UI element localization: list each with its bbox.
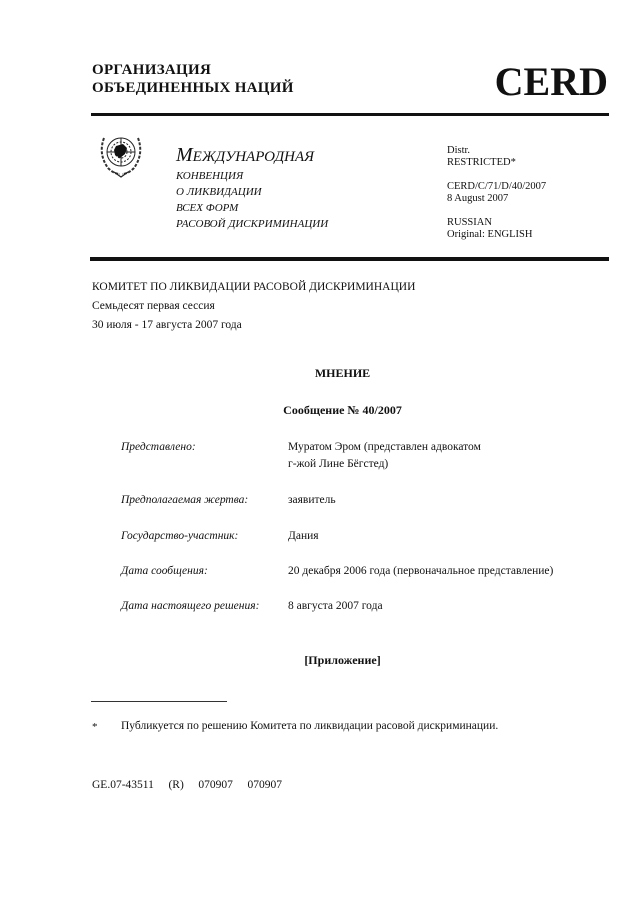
field-label-submitted-by: Представлено:	[121, 441, 196, 453]
org-line-2: ОБЪЕДИНЕННЫХ НАЦИЙ	[92, 80, 294, 96]
restriction-label: RESTRICTED*	[447, 157, 516, 168]
committee-block	[92, 278, 415, 335]
page-title: МНЕНИЕ	[314, 366, 371, 380]
field-label-communication-date: Дата сообщения:	[121, 565, 208, 577]
header-rule	[91, 113, 609, 116]
field-value-alleged-victim: заявитель	[288, 494, 336, 506]
document-metadata	[447, 145, 546, 241]
session-name: Семьдесят первая сессия	[92, 300, 215, 312]
annex-label: [Приложение]	[304, 653, 381, 667]
session-dates: 30 июля - 17 августа 2007 года	[92, 319, 242, 331]
organization-name	[92, 61, 294, 97]
convention-line-3: О ЛИКВИДАЦИИ	[176, 186, 262, 198]
footnote-marker: *	[92, 721, 98, 733]
convention-title	[176, 144, 328, 232]
section-rule	[90, 257, 609, 261]
convention-line-1: МЕЖДУНАРОДНАЯ	[176, 144, 315, 166]
footnote-separator	[91, 701, 227, 702]
document-symbol: CERD/C/71/D/40/2007	[447, 181, 547, 192]
footnote-text: Публикуется по решению Комитета по ликвидации расовой дискриминации.	[121, 720, 499, 732]
field-label-decision-date: Дата настоящего решения:	[121, 600, 260, 612]
field-value-state-party: Дания	[288, 530, 319, 542]
field-value-communication-date: 20 декабря 2006 года (первоначальное представление)	[288, 565, 554, 577]
un-emblem-icon	[96, 128, 146, 180]
document-series: CERD	[494, 59, 608, 104]
field-value-decision-date: 8 августа 2007 года	[288, 600, 383, 612]
org-line-1: ОРГАНИЗАЦИЯ	[92, 62, 212, 78]
convention-line-2: КОНВЕНЦИЯ	[176, 170, 244, 182]
distr-label: Distr.	[447, 145, 471, 156]
field-label-state-party: Государство-участник:	[121, 530, 239, 542]
convention-line-4: ВСЕХ ФОРМ	[176, 202, 239, 214]
communication-number: Сообщение № 40/2007	[283, 403, 402, 417]
job-number: GE.07-43511 (R) 070907 070907	[92, 779, 283, 791]
field-label-alleged-victim: Предполагаемая жертва:	[121, 494, 249, 506]
document-date: 8 August 2007	[447, 193, 509, 204]
committee-name: КОМИТЕТ ПО ЛИКВИДАЦИИ РАСОВОЙ ДИСКРИМИНАЦИИ	[92, 281, 416, 293]
field-value-submitted-by: Муратом Эром (представлен адвокатом г-жой Лине Бёгстед)	[288, 441, 481, 470]
original-language: Original: ENGLISH	[447, 229, 533, 240]
document-language: RUSSIAN	[447, 217, 492, 228]
convention-line-5: РАСОВОЙ ДИСКРИМИНАЦИИ	[176, 218, 329, 230]
